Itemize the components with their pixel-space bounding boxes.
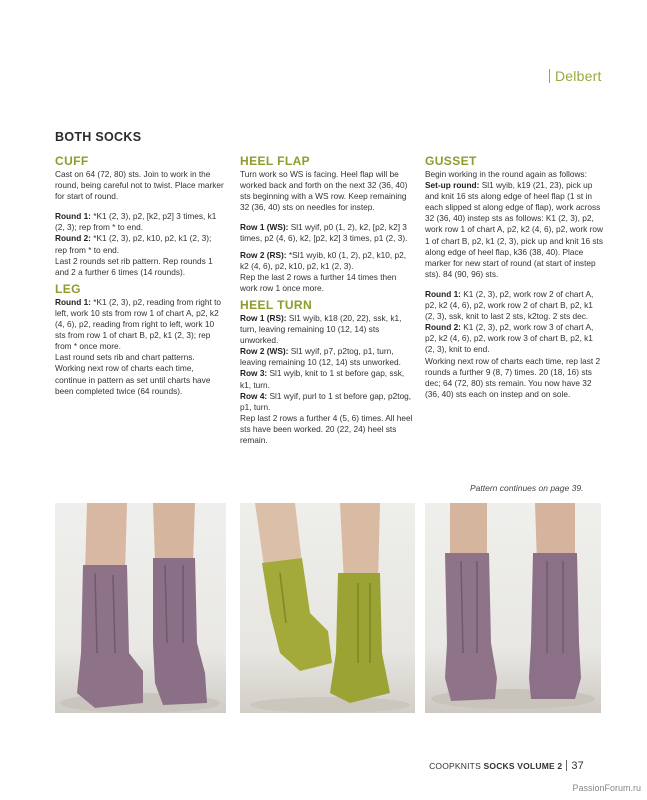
column-cuff-leg xyxy=(55,155,225,397)
round-label: Round 1: xyxy=(55,296,91,307)
publisher-name: COOPKNITS xyxy=(429,761,484,771)
heel-turn-note: Rep last 2 rows a further 4 (5, 6) times. All heel sts have been worked. 20 (22, 24) heel sts remain. xyxy=(240,412,413,445)
leg-note: Last round sets rib and chart patterns. Working next row of charts each time, continue in pattern as set until charts have been completed twice (64 rounds). xyxy=(55,352,211,396)
heel-flap-row-1 xyxy=(240,222,415,244)
row-label: Row 3: xyxy=(240,368,268,379)
round-label: Set-up round: xyxy=(425,180,480,191)
heel-turn-row-3 xyxy=(240,368,415,390)
brand-mark-icon xyxy=(549,69,554,83)
cuff-rib-note: Last 2 rounds set rib pattern. Rep rounds 1 and 2 a further 6 times (14 rounds). xyxy=(55,255,213,277)
section-title: BOTH SOCKS xyxy=(55,130,142,144)
purple-socks-back-photo xyxy=(55,503,226,713)
column-gusset xyxy=(425,155,603,400)
row-text: Sl1 wyib, knit to 1 st before gap, ssk, k1, turn. xyxy=(240,368,405,390)
round-label: Round 1: xyxy=(55,211,91,222)
leg-round-1 xyxy=(55,297,225,352)
purple-socks-back-photo xyxy=(425,503,601,713)
heel-flap-note: Rep the last 2 rows a further 14 times then work row 1 once more. xyxy=(240,271,397,293)
page-number: 37 xyxy=(571,760,584,772)
row-text: Sl1 wyib, k18 (20, 22), ssk, k1, turn, leaving remaining 10 (12, 14) sts unworked. xyxy=(240,312,402,346)
round-text: *K1 (2, 3), p2, k10, p2, k1 (2, 3); rep from * to end. xyxy=(55,233,212,255)
row-text: Sl1 wyif, p7, p2tog, p1, turn, leaving remaining 10 (12, 14) sts unworked. xyxy=(240,346,401,368)
row-text: Sl1 wyif, purl to 1 st before gap, p2tog, p1, turn. xyxy=(240,390,412,412)
round-text: Sl1 wyib, k19 (21, 23), pick up and knit 16 sts along edge of heel flap (1 st in each slipped st along edge of flap), work across 32 (36, 40) instep sts as follows: K1 (2, 3), p2, work row 1 of chart A, p2, k2 (4, 6), p2, work row 1 of chart B, p2, k1 (2, 3), pick up and knit 16 sts along edge of heel flap, k36 (38, 40). Place marker for new start of round (at start of instep sts). 84 (90, 96) sts. xyxy=(425,180,604,279)
magazine-title: SOCKS VOLUME 2 xyxy=(483,761,563,771)
cuff-round-1 xyxy=(55,211,225,233)
round-text: K1 (2, 3), p2, work row 2 of chart A, p2, k2 (4, 6), p2, work row 2 of chart B, p2, k1 (2, 3), ssk, knit to last 2 sts, k2tog. 2 sts dec. xyxy=(425,288,594,322)
gusset-setup-round xyxy=(425,180,603,280)
gusset-round-1 xyxy=(425,289,603,322)
brand-name: Delbert xyxy=(555,68,602,84)
row-label: Row 1 (WS): xyxy=(240,222,289,233)
watermark: PassionForum.ru xyxy=(572,783,641,793)
heel-flap-row-2 xyxy=(240,250,415,272)
cuff-round-2 xyxy=(55,233,225,255)
row-label: Row 2 (RS): xyxy=(240,249,287,260)
column-heel xyxy=(240,155,415,446)
heel-flap-intro: Turn work so WS is facing. Heel flap will be worked back and forth on the next 32 (36, 40) sts beginning with a WS row. Keep remaining 32 (36, 40) sts on needles for instep. xyxy=(240,169,408,213)
brand-logo xyxy=(549,68,602,84)
gusset-note: Working next row of charts each time, rep last 2 rounds a further 9 (8, 7) times. 20 (18, 16) sts dec; 64 (72, 80) sts remain. You now have 32 (36, 40) sts each on instep and on sole. xyxy=(425,355,601,399)
heel-turn-row-1 xyxy=(240,313,415,346)
cuff-heading: CUFF xyxy=(55,154,89,168)
heel-turn-row-4 xyxy=(240,391,415,413)
row-label: Row 1 (RS): xyxy=(240,312,287,323)
footer-divider xyxy=(566,760,567,771)
row-text: *Sl1 wyib, k0 (1, 2), p2, k10, p2, k2 (4, 6), p2, k10, p2, k1 (2, 3). xyxy=(240,249,407,271)
continuation-note: Pattern continues on page 39. xyxy=(470,483,584,493)
round-text: K1 (2, 3), p2, work row 3 of chart A, p2, k2 (4, 6), p2, work row 3 of chart B, p2, k1 (2, 3), knit to end. xyxy=(425,322,594,355)
round-text: *K1 (2, 3), p2, [k2, p2] 3 times, k1 (2, 3); rep from * to end. xyxy=(55,211,217,233)
heel-turn-row-2 xyxy=(240,346,415,368)
leg-heading: LEG xyxy=(55,281,81,296)
gusset-intro: Begin working in the round again as follows: xyxy=(425,169,587,179)
page-footer xyxy=(429,760,584,772)
gusset-heading: GUSSET xyxy=(425,154,477,168)
cuff-intro: Cast on 64 (72, 80) sts. Join to work in the round, being careful not to twist. Place marker for start of round. xyxy=(55,169,224,202)
round-label: Round 1: xyxy=(425,288,461,299)
heel-turn-heading: HEEL TURN xyxy=(240,297,313,312)
gusset-round-2 xyxy=(425,322,603,355)
round-label: Round 2: xyxy=(425,322,461,333)
round-label: Round 2: xyxy=(55,233,91,244)
row-label: Row 2 (WS): xyxy=(240,346,289,357)
round-text: *K1 (2, 3), p2, reading from right to left, work 10 sts from row 1 of chart A, p2, k2 (4, 6), p2, reading from right to left, work 10 sts from row 1 of chart B, p2, k1 (2, 3); rep from * once more. xyxy=(55,296,222,352)
row-text: Sl1 wyif, p0 (1, 2), k2, [p2, k2] 3 times, p2 (4, 6), k2, [p2, k2] 3 times, p1 (2, 3). xyxy=(240,222,408,244)
green-socks-side-photo xyxy=(240,503,415,713)
row-label: Row 4: xyxy=(240,390,268,401)
heel-flap-heading: HEEL FLAP xyxy=(240,154,311,168)
